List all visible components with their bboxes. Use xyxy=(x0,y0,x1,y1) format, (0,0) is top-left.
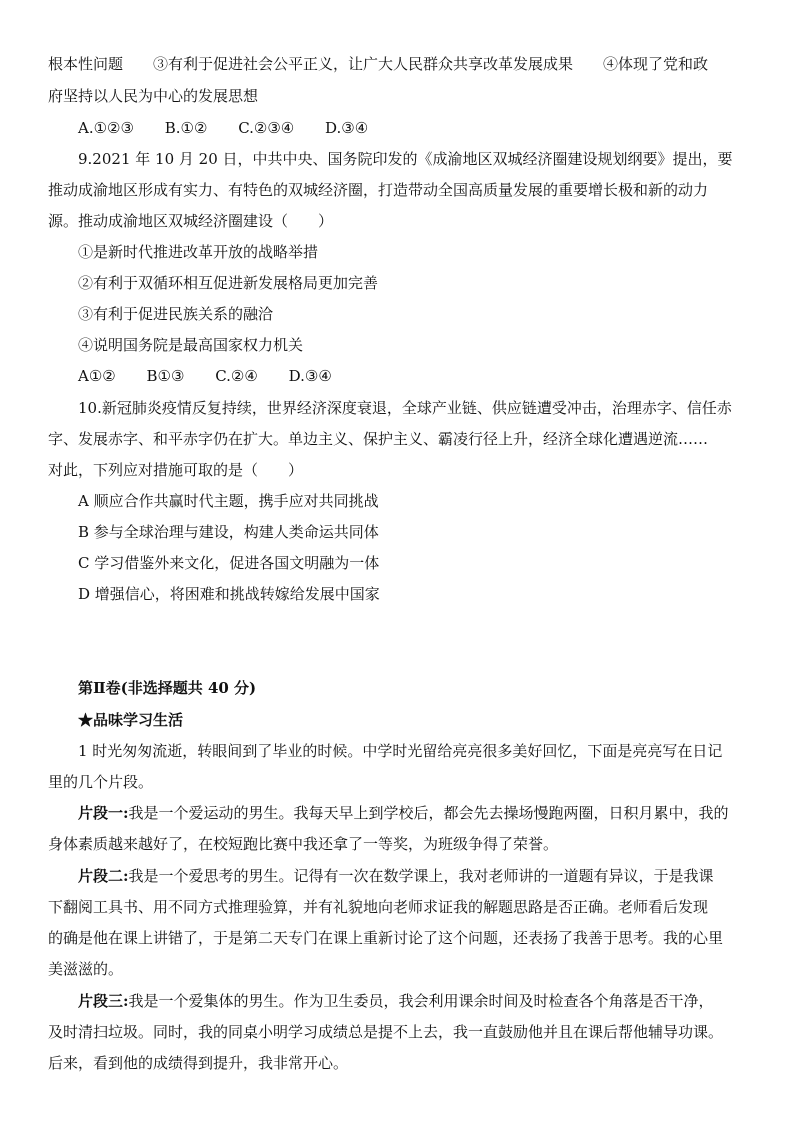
fragment-1-text: 我是一个爱运动的男生。我每天早上到学校后，都会先去操场慢跑两圈，日积月累中，我的 xyxy=(128,804,729,822)
section-title: 第Ⅱ卷(非选择题共 40 分) xyxy=(78,679,257,697)
q1-stem-line-1: 1 时光匆匆流逝，转眼间到了毕业的时候。中学时光留给亮亮很多美好回忆，下面是亮亮写在日记 xyxy=(78,742,723,760)
q10-option-a: A 顺应合作共赢时代主题，携手应对共同挑战 xyxy=(78,492,379,510)
fragment-2-line-2: 下翻阅工具书、用不同方式推理验算，并有礼貌地向老师求证我的解题思路是否正确。老师看后发现 xyxy=(48,898,709,916)
prev-question-options xyxy=(78,118,788,138)
option-b: B.①② xyxy=(164,119,208,137)
q9-item-4: ④说明国务院是最高国家权力机关 xyxy=(78,336,304,354)
option-d: D.③④ xyxy=(288,367,332,385)
section-subtitle: ★品味学习生活 xyxy=(78,711,184,729)
fragment-1-line-2: 身体素质越来越好了，在校短跑比赛中我还拿了一等奖，为班级争得了荣誉。 xyxy=(48,835,559,853)
q9-options xyxy=(78,366,788,386)
option-d: D.③④ xyxy=(325,119,369,137)
fragment-3-label: 片段三: xyxy=(78,992,129,1010)
fragment-1-line-1 xyxy=(78,803,788,823)
prev-question-line-2: 府坚持以人民为中心的发展思想 xyxy=(48,87,259,105)
q9-item-3: ③有利于促进民族关系的融洽 xyxy=(78,305,274,323)
option-c: C.②③④ xyxy=(238,119,295,137)
fragment-2-label: 片段二: xyxy=(78,867,129,885)
fragment-2-text: 我是一个爱思考的男生。记得有一次在数学课上，我对老师讲的一道题有异议，于是我课 xyxy=(128,867,714,885)
q9-item-2: ②有利于双循环相互促进新发展格局更加完善 xyxy=(78,274,379,292)
q1-stem-line-2: 里的几个片段。 xyxy=(48,773,154,791)
option-a: A①② xyxy=(78,367,116,385)
option-c: C.②④ xyxy=(215,367,258,385)
option-b: B①③ xyxy=(146,367,185,385)
q9-stem-line-1: 9.2021 年 10 月 20 日，中共中央、国务院印发的《成渝地区双城经济圈建设规划纲要》提出，要 xyxy=(78,150,733,168)
q9-stem-line-2: 推动成渝地区形成有实力、有特色的双城经济圈，打造带动全国高质量发展的重要增长极和新的动力 xyxy=(48,181,709,199)
fragment-3-text: 我是一个爱集体的男生。作为卫生委员，我会利用课余时间及时检查各个角落是否干净， xyxy=(128,992,714,1010)
q10-stem-line-3: 对此，下列应对措施可取的是（ ） xyxy=(48,461,304,479)
fragment-2-line-4: 美滋滋的。 xyxy=(48,960,124,978)
fragment-1-label: 片段一: xyxy=(78,804,129,822)
q9-stem-line-3: 源。推动成渝地区双城经济圈建设（ ） xyxy=(48,212,334,230)
q10-stem-line-2: 字、发展赤字、和平赤字仍在扩大。单边主义、保护主义、霸凌行径上升，经济全球化遭遇逆流…… xyxy=(48,430,709,448)
fragment-3-line-2: 及时清扫垃圾。同时，我的同桌小明学习成绩总是提不上去，我一直鼓励他并且在课后帮他辅导功课。 xyxy=(48,1023,724,1041)
prev-question-line-1: 根本性问题 ③有利于促进社会公平正义，让广大人民群众共享改革发展成果 ④体现了党和政 xyxy=(48,55,709,73)
fragment-2-line-1 xyxy=(78,866,788,886)
q10-stem-line-1: 10.新冠肺炎疫情反复持续，世界经济深度衰退，全球产业链、供应链遭受冲击，治理赤字、信任赤 xyxy=(78,399,732,417)
option-a: A.①②③ xyxy=(78,119,134,137)
q9-item-1: ①是新时代推进改革开放的战略举措 xyxy=(78,243,319,261)
q10-option-b: B 参与全球治理与建设，构建人类命运共同体 xyxy=(78,523,379,541)
q10-option-c: C 学习借鉴外来文化，促进各国文明融为一体 xyxy=(78,554,380,572)
fragment-2-line-3: 的确是他在课上讲错了，于是第二天专门在课上重新讨论了这个问题，还表扬了我善于思考。我的心里 xyxy=(48,929,724,947)
q10-option-d: D 增强信心，将困难和挑战转嫁给发展中国家 xyxy=(78,585,380,603)
fragment-3-line-3: 后来，看到他的成绩得到提升，我非常开心。 xyxy=(48,1054,349,1072)
fragment-3-line-1 xyxy=(78,991,788,1011)
